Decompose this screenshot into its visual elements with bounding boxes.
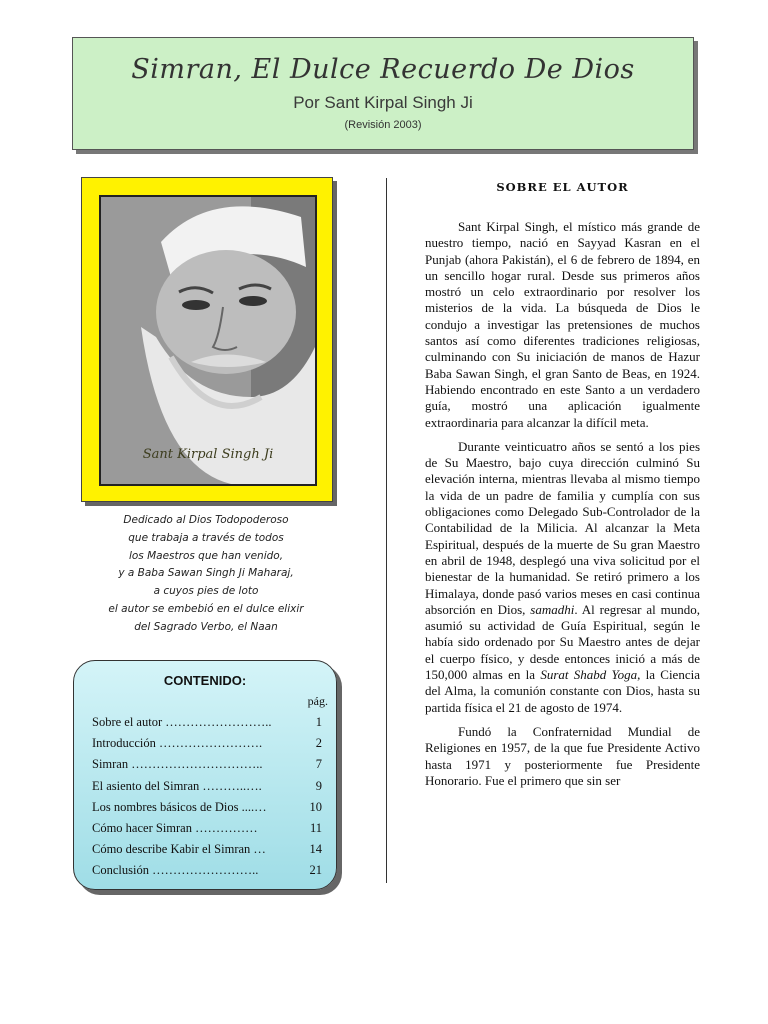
dedication-line: a cuyos pies de loto xyxy=(153,585,259,598)
document-title: Simran, El Dulce Recuerdo De Dios xyxy=(131,54,635,85)
contents-item-label: Cómo describe Kabir el Simran … xyxy=(92,842,266,857)
portrait-frame xyxy=(81,177,333,502)
contents-item-label: El asiento del Simran ………..…. xyxy=(92,778,262,793)
contents-item-page: 10 xyxy=(309,799,322,814)
contents-item-label: Simran ………………………….. xyxy=(92,757,263,772)
contents-item[interactable] xyxy=(92,757,322,778)
article-text: . Al regresar al mundo, asumió su actividad de Guía Espiritual, según le había sido ordenado por Su Maestro antes de dejar el cuerpo físico, y desde entonces inició a más de 150,000 almas en la xyxy=(425,601,700,683)
contents-item-label: Sobre el autor …………………….. xyxy=(92,715,272,729)
article-paragraph xyxy=(425,439,700,716)
contents-title: CONTENIDO: xyxy=(163,673,247,688)
contents-item-page: 14 xyxy=(309,842,322,857)
dedication xyxy=(86,512,326,637)
page-column-label: pág. xyxy=(307,694,328,708)
dedication-line: que trabaja a través de todos xyxy=(128,531,284,544)
contents-item-page: 2 xyxy=(315,736,322,751)
contents-list xyxy=(92,715,322,885)
contents-item-page: 11 xyxy=(309,820,322,835)
contents-item[interactable] xyxy=(92,779,322,800)
article-text: Durante veinticuatro años se sentó a los pies de Su Maestro, bajo cuya dirección culminó Su elevación interna, mientras llevaba al mismo tiempo la vida de un padre de familia y cumplía con sus obligaciones como Delegado Sub-Controlador de la Contabilidad de la Milicia. Al alcanzar la Meta Espiritual, después de la muerte de Su gran Maestro en abril de 1948, desplegó una viva solicitud por el bienestar de la humanidad. Se retiró primero a los Himalaya, donde pasó varios meses en casi continua absorción en Dios, xyxy=(425,438,700,617)
document-author: Por Sant Kirpal Singh Ji xyxy=(293,93,473,112)
article-text: , la Ciencia del Alma, la comunión constante con Dios, hasta su partida física el 21 de agosto de 1974. xyxy=(425,667,700,715)
contents-item[interactable] xyxy=(92,800,322,821)
contents-box xyxy=(73,660,337,890)
article-paragraph: Sant Kirpal Singh, el místico más grande de nuestro tiempo, nació en Sayyad Kasran en el Punjab (ahora Pakistán), el 6 de febrero de 1894, en un sencillo hogar rural. Desde sus primeros años mostró un celo extraordinario por resolver los misterios de la vida. La búsqueda de Dios le condujo a investigar las pretensiones de muchos santos así como diferentes tradiciones religiosas, culminando con Su iniciación de manos de Hazur Baba Sawan Singh, el gran Santo de Beas, en 1924. Habiendo encontrado en este Santo a un verdadero guía, mostró una aplicación igualmente extraordinaria para alcanzar la difícil meta. xyxy=(425,219,700,430)
article-term: samadhi xyxy=(530,601,575,617)
contents-item-label: Los nombres básicos de Dios ....… xyxy=(92,799,267,814)
contents-item[interactable] xyxy=(92,736,322,757)
contents-item[interactable] xyxy=(92,863,322,884)
contents-item[interactable] xyxy=(92,715,322,736)
dedication-line: los Maestros que han venido, xyxy=(128,549,284,562)
contents-item-label: Cómo hacer Simran …………… xyxy=(92,820,258,835)
contents-item-label: Introducción ……………………. xyxy=(92,736,263,751)
contents-item-page: 9 xyxy=(315,778,322,793)
article-term: Surat Shabd Yoga xyxy=(540,667,638,683)
dedication-line: del Sagrado Verbo, el Naan xyxy=(134,620,278,633)
article-body xyxy=(425,219,700,797)
contents-item-label: Conclusión …………………….. xyxy=(92,863,259,878)
portrait-caption: Sant Kirpal Singh Ji xyxy=(142,447,274,462)
contents-item[interactable] xyxy=(92,821,322,842)
portrait-illustration xyxy=(101,197,315,484)
contents-item[interactable] xyxy=(92,842,322,863)
article-paragraph: Fundó la Confraternidad Mundial de Religiones en 1957, de la que fue Presidente Activo hasta 1971 y posteriormente fue Presidente Honorario. Fue el primero que sin ser xyxy=(425,723,700,788)
revision-label: (Revisión 2003) xyxy=(344,119,422,131)
dedication-line: el autor se embebió en el dulce elixir xyxy=(108,602,304,615)
contents-item-page: 7 xyxy=(315,757,322,772)
dedication-line: Dedicado al Dios Todopoderoso xyxy=(123,514,289,526)
contents-item-page: 21 xyxy=(309,863,322,878)
column-divider xyxy=(386,178,387,883)
contents-item-page: 1 xyxy=(315,715,322,729)
section-heading: SOBRE EL AUTOR xyxy=(496,180,629,194)
portrait-photo xyxy=(99,195,317,486)
title-banner xyxy=(72,37,694,150)
dedication-line: y a Baba Sawan Singh Ji Maharaj, xyxy=(118,567,294,580)
